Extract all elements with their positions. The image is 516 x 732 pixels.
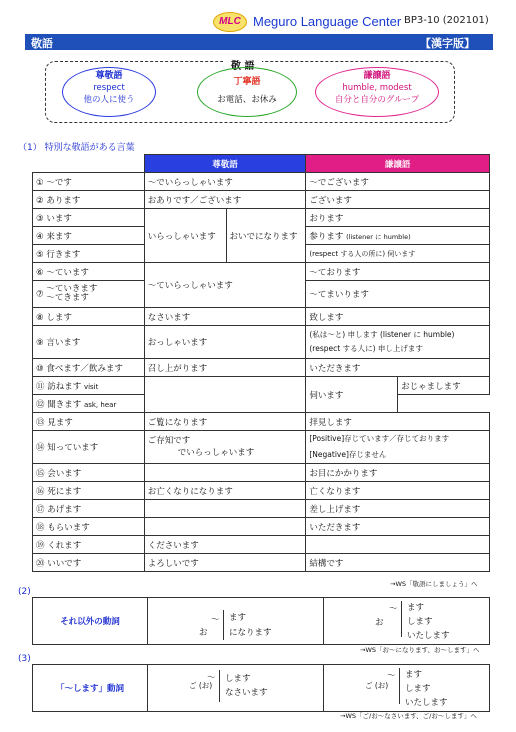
respect-cell: お亡くなりになります: [144, 482, 306, 500]
kenjougo-sub2: 自分と自分のグループ: [334, 95, 420, 105]
table-row: [33, 482, 490, 500]
respect-cell: [144, 500, 306, 518]
respect-cell-merged: ～ていらっしゃいます: [144, 263, 306, 308]
teineigo-sub2: お電話、お休み: [217, 95, 277, 105]
sonkeigo-label: 尊敬語: [95, 71, 123, 81]
humble-cell: [Positive]存じています／存じております [Negative]存じません: [306, 431, 490, 464]
word-cell: ⑱ もらいます: [33, 518, 145, 536]
col-respect: 尊敬語: [144, 155, 306, 173]
table-row: [33, 536, 490, 554]
sonkeigo-sub1: respect: [93, 83, 125, 93]
respect-prefix: お: [199, 628, 208, 638]
sonkeigo-ellipse: [62, 67, 156, 117]
section2-label: それ以外の動詞: [33, 598, 148, 645]
respect-cell: くださいます: [144, 536, 306, 554]
word-cell: ② あります: [33, 191, 145, 209]
respect-cell: ～でいらっしゃいます: [144, 173, 306, 191]
humble-form-2: します: [407, 617, 433, 627]
table-row: [33, 413, 490, 431]
word-cell: ⑰ あげます: [33, 500, 145, 518]
table-row: [33, 326, 490, 359]
humble-cell: いただきます: [306, 359, 490, 377]
section1-title: （1） 特別な敬語がある言葉: [18, 143, 135, 153]
humble-form-3: いたします: [405, 698, 448, 708]
humble-cell: [306, 536, 490, 554]
col-humble: 謙譲語: [306, 155, 490, 173]
bracket-line: [399, 668, 400, 704]
section2-title: (2): [18, 587, 31, 597]
word-cell: ⑫ 聞きます ask, hear: [33, 395, 145, 413]
respect-cell: なさいます: [144, 308, 306, 326]
word-cell: ⑭ 知っています: [33, 431, 145, 464]
word-cell: ⑲ くれます: [33, 536, 145, 554]
document-code: BP3-10 (202101): [404, 15, 489, 26]
humble-cell: (私は～と) 申します (listener に humble) (respect する人に) 申し上げます: [306, 326, 490, 359]
teineigo-ellipse: [197, 67, 297, 117]
table-row: [33, 308, 490, 326]
respect-cell: ご覧になります: [144, 413, 306, 431]
header-title: Meguro Language Center: [253, 14, 402, 29]
humble-cell: 差し上げます: [306, 500, 490, 518]
humble-cell: お目にかかります: [306, 464, 490, 482]
humble-extra-cell: おじゃまします: [398, 377, 490, 395]
word-cell: ⑮ 会います: [33, 464, 145, 482]
word-cell: ⑳ いいです: [33, 554, 145, 572]
respect-cell: 召し上がります: [144, 359, 306, 377]
table-row: [33, 263, 490, 281]
teineigo-label: 丁寧語: [233, 77, 261, 87]
edition-label: 【漢字版】: [420, 37, 475, 50]
word-cell: ⑨ 言います: [33, 326, 145, 359]
humble-cell: ～ております: [306, 263, 490, 281]
humble-cell: 致します: [306, 308, 490, 326]
word-cell: ① ～です: [33, 173, 145, 191]
table-row: [33, 500, 490, 518]
section3-humble-cell: [324, 665, 490, 712]
table-row: [33, 518, 490, 536]
sonkeigo-sub2: 他の人に使う: [83, 95, 135, 105]
respect-cell: よろしいです: [144, 554, 306, 572]
humble-form-3: いたします: [407, 631, 450, 641]
humble-cell: 亡くなります: [306, 482, 490, 500]
word-cell: ③ います: [33, 209, 145, 227]
section3-label: 「～します」動詞: [33, 665, 148, 712]
respect-form-2: なさいます: [225, 688, 268, 698]
humble-prefix: お: [375, 618, 384, 628]
keigo-table: [32, 154, 490, 572]
kenjougo-label: 謙譲語: [363, 71, 391, 81]
kenjougo-sub1: humble, modest: [342, 83, 412, 93]
section2-respect-cell: [148, 598, 324, 645]
humble-form-1: ます: [407, 603, 425, 613]
section3-table: [32, 664, 490, 712]
keigo-title: 敬 語: [223, 57, 262, 72]
table-row: [33, 173, 490, 191]
word-cell: ⑬ 見ます: [33, 413, 145, 431]
humble-form-2: します: [405, 684, 431, 694]
word-cell: ⑦ ～ていきます ～てきます: [33, 281, 145, 308]
respect-form-2: になります: [229, 628, 272, 638]
word-cell: ⑥ ～ています: [33, 263, 145, 281]
humble-tilde: ～: [389, 604, 398, 614]
respect-cell: おありです／ございます: [144, 191, 306, 209]
page-title: 敬語: [31, 37, 53, 50]
humble-form-1: ます: [405, 670, 423, 680]
bracket-line: [401, 601, 402, 637]
bracket-line: [219, 670, 220, 702]
table-row: [33, 464, 490, 482]
humble-cell: おります: [306, 209, 490, 227]
bracket-line: [223, 610, 224, 640]
table-row: [33, 191, 490, 209]
word-cell: ⑤ 行きます: [33, 245, 145, 263]
respect-cell: おっしゃいます: [144, 326, 306, 359]
table-row: [33, 359, 490, 377]
humble-cell: 伺います: [306, 377, 398, 413]
respect-cell: [144, 464, 306, 482]
respect-cell-merged-b: おいでになります: [226, 209, 306, 263]
section2-table: [32, 597, 490, 645]
humble-cell: ございます: [306, 191, 490, 209]
humble-prefix: ご (お): [365, 681, 389, 690]
section2-humble-cell: [324, 598, 490, 645]
mlc-logo: MLC: [213, 12, 247, 32]
table-row: [33, 554, 490, 572]
humble-cell: 参ります (listener に humble): [306, 227, 490, 245]
humble-cell: いただきます: [306, 518, 490, 536]
respect-tilde: ～: [211, 615, 220, 625]
section3-title: (3): [18, 654, 31, 664]
respect-form-1: ます: [229, 613, 247, 623]
respect-form-1: します: [225, 674, 251, 684]
respect-prefix: ご (お): [189, 681, 213, 690]
respect-tilde: ～: [207, 673, 216, 683]
humble-cell: ～てまいります: [306, 281, 490, 308]
table-row: [33, 377, 490, 395]
word-cell: ⑧ します: [33, 308, 145, 326]
section3-respect-cell: [148, 665, 324, 712]
section1-note: →WS「敬語にしましょう」へ: [390, 580, 478, 588]
word-cell: ⑩ 食べます／飲みます: [33, 359, 145, 377]
humble-cell: ～でございます: [306, 173, 490, 191]
header-empty-cell: [33, 155, 145, 173]
humble-cell: 拝見します: [306, 413, 490, 431]
word-cell: ④ 来ます: [33, 227, 145, 245]
section2-note: →WS「お～になります、お～します」へ: [360, 646, 480, 654]
respect-cell: [144, 518, 306, 536]
humble-tilde: ～: [387, 671, 396, 681]
word-cell: ⑪ 訪ねます visit: [33, 377, 145, 395]
respect-cell-merged-a: いらっしゃいます: [144, 209, 226, 263]
humble-cell: 結構です: [306, 554, 490, 572]
table-row: [33, 431, 490, 464]
table-header-row: [33, 155, 490, 173]
table-row: [33, 209, 490, 227]
word-cell: ⑯ 死にます: [33, 482, 145, 500]
respect-cell-empty: [144, 377, 306, 413]
humble-cell: (respect する人の所に) 伺います: [306, 245, 490, 263]
kenjougo-ellipse: [315, 67, 439, 117]
section3-note: →WS「ご/お～なさいます、ご/お～します」へ: [340, 712, 477, 720]
blank-cell: [398, 395, 490, 413]
respect-cell: ご存知です でいらっしゃいます: [144, 431, 306, 464]
